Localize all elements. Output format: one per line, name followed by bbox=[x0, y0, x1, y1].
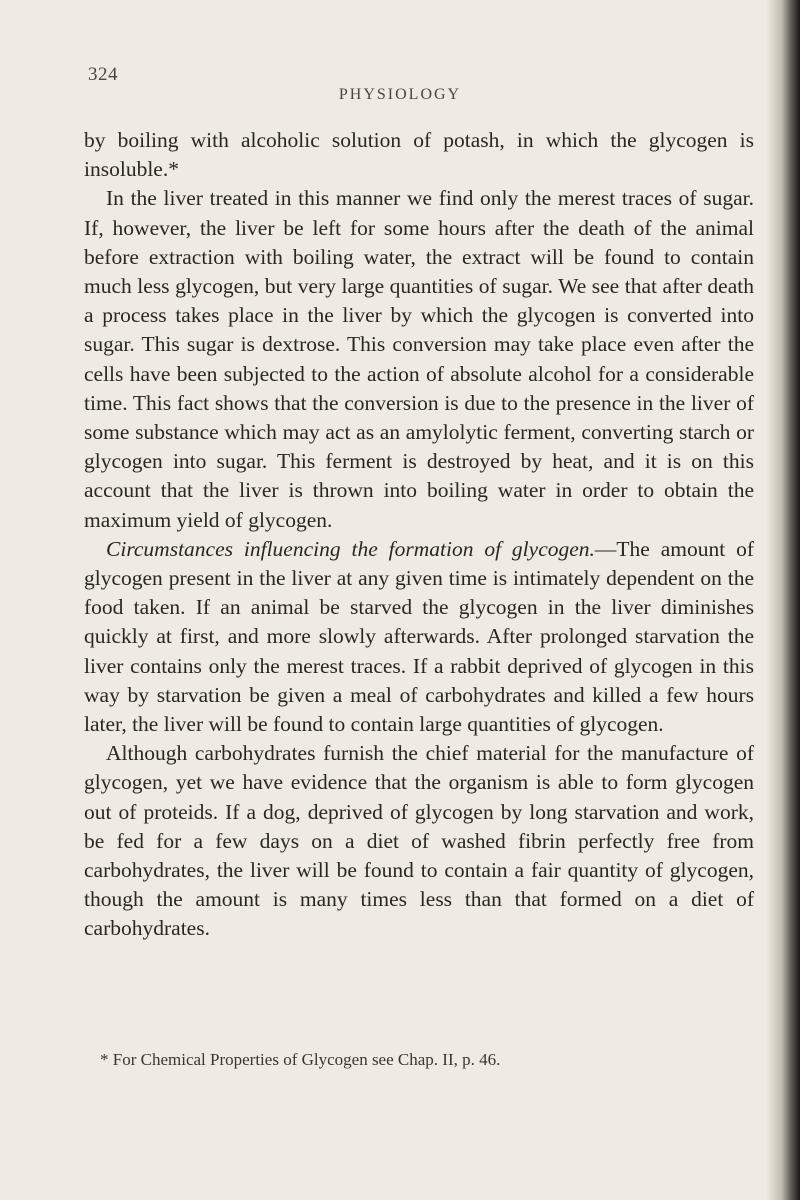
running-title: PHYSIOLOGY bbox=[338, 86, 462, 103]
page-number: 324 bbox=[88, 64, 118, 85]
page-edge-shadow bbox=[766, 0, 800, 1200]
paragraph-3 bbox=[84, 535, 754, 739]
paragraph-1: by boiling with alcoholic solution of potash, in which the glycogen is insoluble.* bbox=[84, 128, 754, 182]
paragraph-2: In the liver treated in this manner we find only the merest traces of sugar. If, however, the liver be left for some hours after the death of the animal before extraction with boiling water, the extract will be found to contain much less glycogen, but very large quantities of sugar. We see that after death a process takes place in the liver by which the glycogen is converted into sugar. This sugar is dextrose. This conversion may take place even after the cells have been subjected to the action of absolute alcohol for a considerable time. This fact shows that the conversion is due to the presence in the liver of some substance which may act as an amylolytic ferment, converting starch or glycogen into sugar. This ferment is destroyed by heat, and it is on this account that the liver is thrown into boiling water in order to obtain the maximum yield of glycogen. bbox=[84, 186, 754, 532]
paragraph-4: Although carbohydrates furnish the chief material for the manufacture of glycogen, yet we have evidence that the organism is able to form glycogen out of proteids. If a dog, deprived of glycogen by long starvation and work, be fed for a few days on a diet of washed fibrin perfectly free from carbohydrates, the liver will be found to contain a fair quantity of glycogen, though the amount is many times less than that formed on a diet of carbohydrates. bbox=[84, 741, 754, 941]
section-sidehead: Circumstances influencing the formation of glycogen. bbox=[106, 536, 595, 561]
paragraph-3-text: —The amount of glycogen present in the liver at any given time is intimately dependent on the food taken. If an animal be starved the glycogen in the liver diminishes quickly at first, and more slowly afterwards. After prolonged starvation the liver contains only the merest traces. If a rabbit deprived of glycogen in this way by starvation be given a meal of carbohydrates and killed a few hours later, the liver will be found to contain large quantities of glycogen. bbox=[84, 536, 754, 737]
footnote: * For Chemical Properties of Glycogen see Chap. II, p. 46. bbox=[100, 1050, 501, 1069]
body-text bbox=[84, 126, 754, 944]
